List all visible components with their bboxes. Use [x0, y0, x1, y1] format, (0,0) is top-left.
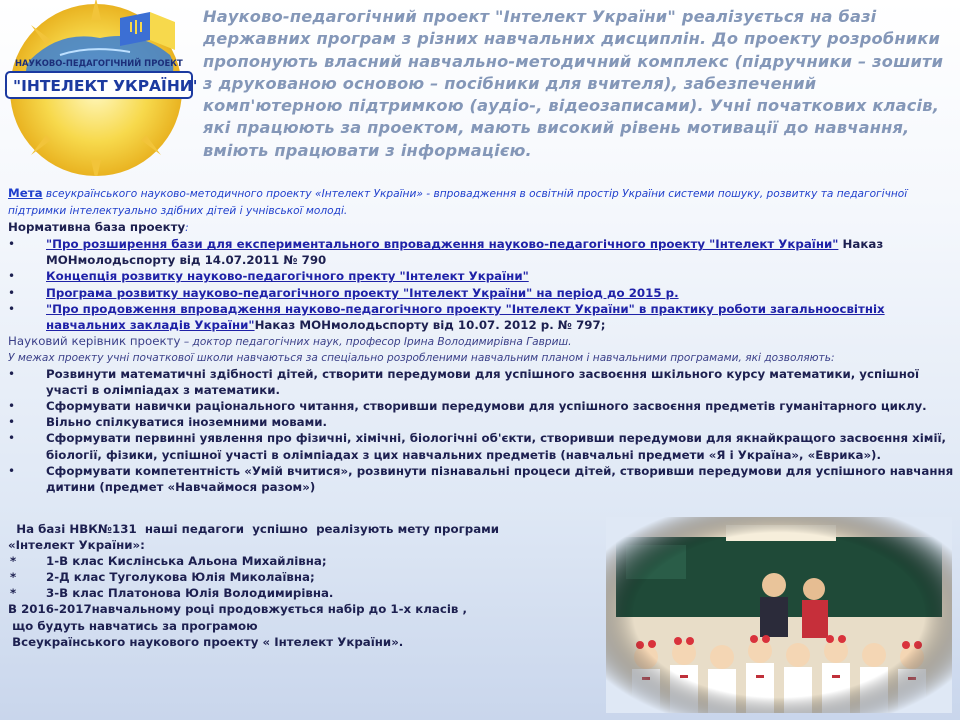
- main-content: [8, 185, 956, 495]
- supervisor-line: [8, 333, 956, 350]
- class-item: * 3-В клас Платонова Юлія Володимирівна.: [10, 586, 334, 601]
- supervisor-label: Науковий керівник проекту: [8, 333, 181, 348]
- logo-caption: НАУКОВО-ПЕДАГОГІЧНИЙ ПРОЕКТ: [15, 58, 183, 68]
- list-item: [8, 285, 956, 301]
- normative-title: Нормативна база проекту: [8, 220, 186, 235]
- mission-paragraph: [8, 185, 956, 219]
- school-intro-2: «Інтелект України»:: [8, 538, 145, 553]
- normative-heading: Нормативна база проекту:: [8, 220, 189, 235]
- list-item: • Сформувати компетентність «Умій вчитися», розвинути пізнавальні процеси дітей, створивши передумови для успішного навчання дитини (предмет «Навчаймося разом»): [8, 463, 956, 495]
- enrollment-line: В 2016-2017навчальному році продовжується набір до 1-х класів ,: [8, 602, 467, 617]
- logo-title: "ІНТЕЛЕКТ УКРАЇНИ": [13, 77, 196, 95]
- enrollment-line-3: Всеукраїнського наукового проекту « Інтелект України».: [8, 634, 404, 649]
- class-item: * 1-В клас Кислінська Альона Михайлівна;: [10, 554, 327, 569]
- list-item: • Сформувати первинні уявлення про фізичні, хімічні, біологічні об'єкти, створивши передумови для якнайкращого засвоєння хімії, біології, фізики, успішної участі в олімпіадах з цих навчальних предметів (навчальні предмети «Я і Україна», «Еврика»).: [8, 430, 956, 462]
- mission-label[interactable]: Мета: [8, 186, 43, 200]
- document-link[interactable]: "Про розширення бази для експериментального впровадження науково-педагогічного проекту "Інтелект України": [46, 237, 839, 252]
- list-item: [8, 268, 956, 284]
- document-link[interactable]: Програма розвитку науково-педагогічного проекту "Інтелект України" на період до 2015 р.: [46, 285, 679, 300]
- list-item: • Розвинути математичні здібності дітей, створити передумови для успішного засвоєння шкільного курсу математики, успішної участі в олімпіадах з математики.: [8, 366, 956, 398]
- goals-list: [8, 366, 956, 495]
- enrollment-line-2: що будуть навчатись за програмою: [8, 618, 258, 633]
- mission-text: всеукраїнського науково-методичного проекту «Інтелект України» - впровадження в освітній простір України системи пошуку, розвитку та педагогічної підтримки інтелектуально здібних дітей і учнівської молоді.: [8, 188, 908, 218]
- list-item: • "Про продовження впровадження науково-педагогічного проекту "Інтелект України" в практику роботи загальноосвітніх навчальних закладів України"Наказ МОНмолодьспорту від 10.07. 2012 р. № 797;: [8, 301, 956, 333]
- document-link[interactable]: Концепція розвитку науково-педагогічного пректу "Інтелект України": [46, 269, 529, 284]
- list-item: • Сформувати навички раціонального читання, створивши передумови для успішного засвоєння предметів гуманітарного циклу.: [8, 398, 956, 414]
- normative-documents: [8, 236, 956, 333]
- header-paragraph: Науково-педагогічний проект "Інтелект України" реалізується на базі державних програм з різних навчальних дисциплін. До проекту розробники пропонують власний навчально-методичний комплекс (підручники – зошити з друкованою основою – посібники для вчителя), забезпечений комп'ютерною підтримкою (аудіо-, відеозаписами). Учні початкових класів, які працюють за проектом, мають високий рівень мотивації до навчання, вміють працювати з інформацією.: [203, 7, 944, 160]
- class-item: * 2-Д клас Туголукова Юлія Миколаївна;: [10, 570, 315, 585]
- document-link[interactable]: "Про продовження впровадження науково-педагогічного проекту "Інтелект України" в практику роботи загальноосвітніх навчальних закладів України": [46, 301, 885, 332]
- goals-lead: У межах проекту учні початкової школи навчаються за спеціально розробленими навчальним планом і навчальними програмами, які дозволяють:: [8, 351, 835, 364]
- project-logo: [0, 0, 196, 176]
- list-item: • Вільно спілкуватися іноземними мовами.: [8, 414, 956, 430]
- school-info: [8, 521, 608, 650]
- trident-icon: [130, 20, 142, 34]
- list-item: • "Про розширення бази для експериментального впровадження науково-педагогічного проекту "Інтелект України" Наказ МОНмолодьспорту від 14.07.2011 № 790: [8, 236, 956, 268]
- school-intro: На базі НВК№131 наші педагоги успішно реалізують мету програми: [8, 522, 500, 536]
- classroom-photo: [606, 517, 952, 713]
- supervisor-text: – доктор педагогічних наук, професор Ірина Володимирівна Гавриш.: [180, 335, 572, 348]
